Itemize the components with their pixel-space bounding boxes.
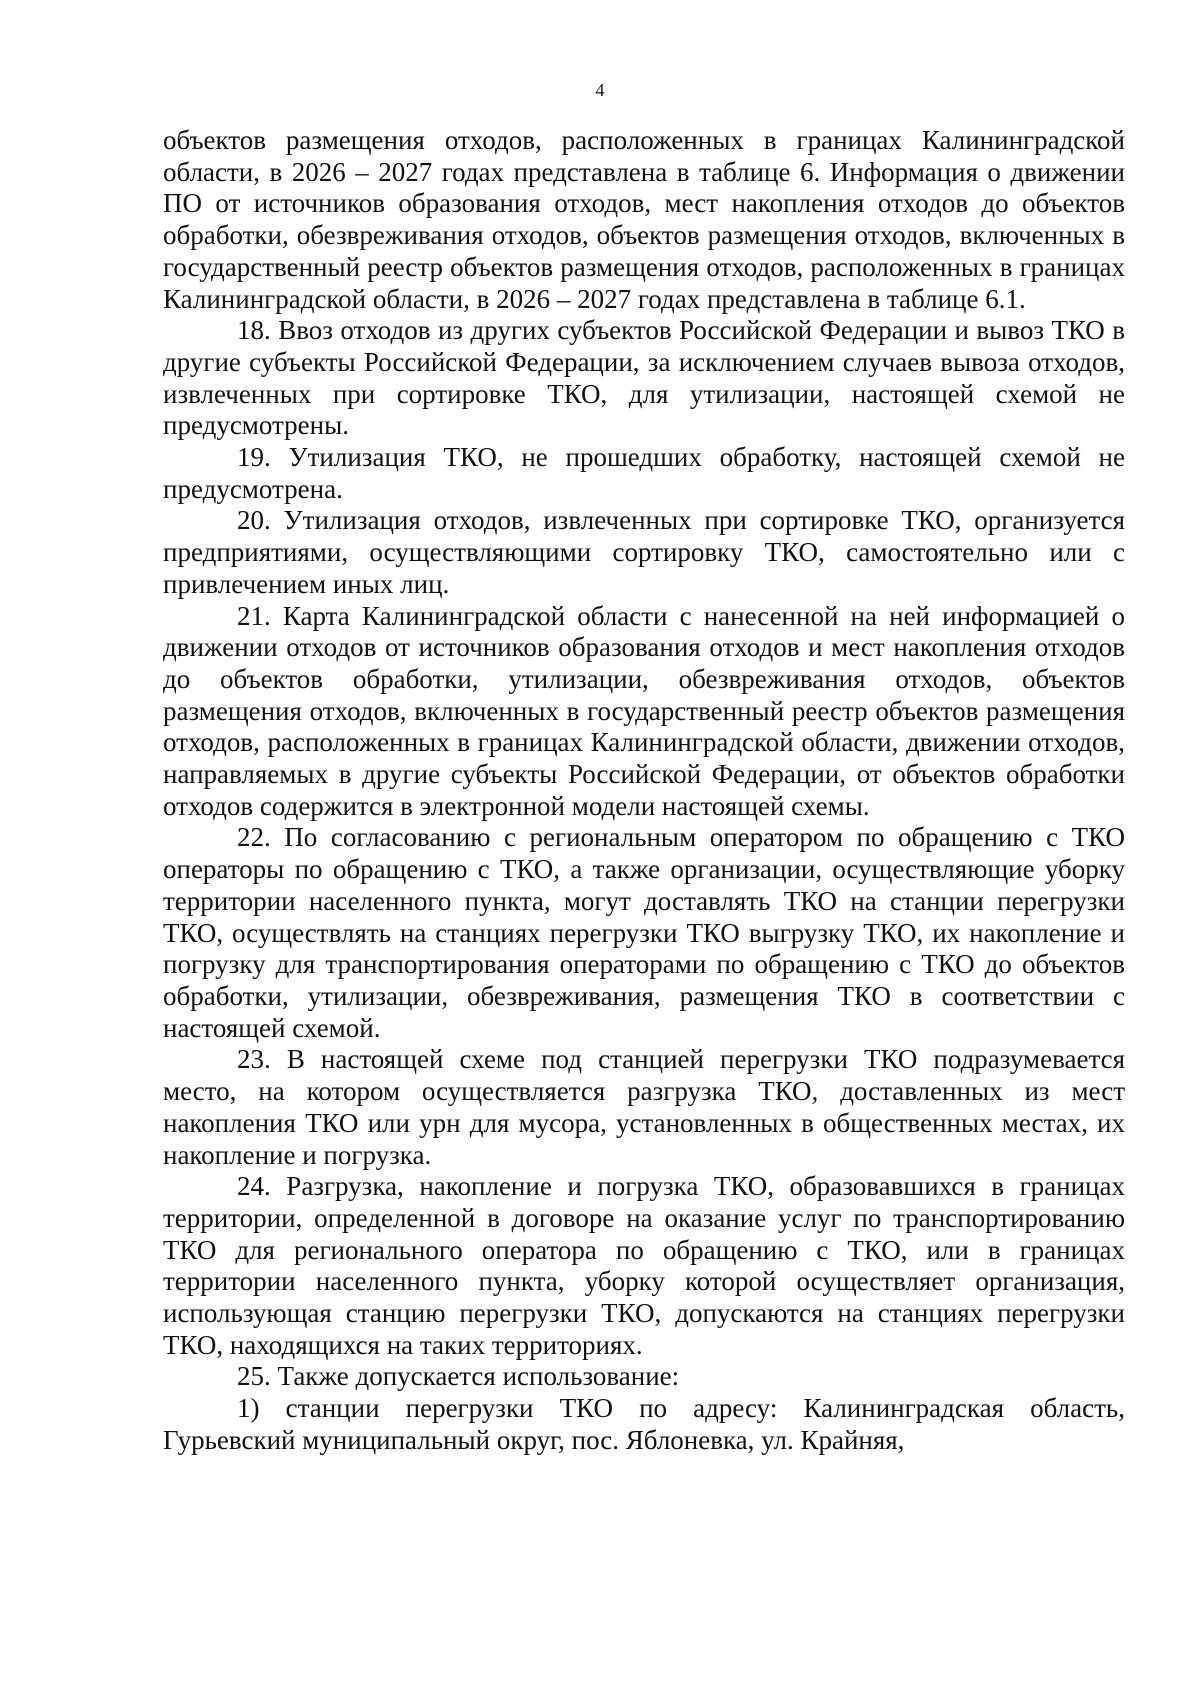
document-body [163,125,1125,1457]
paragraph-continuation: объектов размещения отходов, расположенных в границах Калининградской области, в 2026 – 2027 годах представлена в таблице 6. Информация о движении ПО от источников образования отходов, мест накопления отходов до объектов обработки, обезвреживания отходов, объектов размещения отходов, включенных в государственный реестр объектов размещения отходов, расположенных в границах Калининградской области, в 2026 – 2027 годах представлена в таблице 6.1. [163,125,1125,314]
paragraph-23: 23. В настоящей схеме под станцией перегрузки ТКО подразумевается место, на котором осуществляется разгрузка ТКО, доставленных из мест накопления ТКО или урн для мусора, установленных в общественных местах, их накопление и погрузка. [163,1044,1125,1170]
paragraph-19: 19. Утилизация ТКО, не прошедших обработку, настоящей схемой не предусмотрена. [163,442,1125,504]
paragraph-18: 18. Ввоз отходов из других субъектов Российской Федерации и вывоз ТКО в другие субъекты Российской Федерации, за исключением случаев вывоза отходов, извлеченных при сортировке ТКО, для утилизации, настоящей схемой не предусмотрены. [163,315,1125,441]
paragraph-22: 22. По согласованию с региональным оператором по обращению с ТКО операторы по обращению с ТКО, а также организации, осуществляющие уборку территории населенного пункта, могут доставлять ТКО на станции перегрузки ТКО, осуществлять на станциях перегрузки ТКО выгрузку ТКО, их накопление и погрузку для транспортирования операторами по обращению с ТКО до объектов обработки, утилизации, обезвреживания, размещения ТКО в соответствии с настоящей схемой. [163,822,1125,1043]
paragraph-25-item-1: 1) станции перегрузки ТКО по адресу: Калининградская область, Гурьевский муниципальный округ, пос. Яблоневка, ул. Крайняя, [163,1393,1125,1455]
paragraph-21: 21. Карта Калининградской области с нанесенной на ней информацией о движении отходов от источников образования отходов и мест накопления отходов до объектов обработки, утилизации, обезвреживания отходов, объектов размещения отходов, включенных в государственный реестр объектов размещения отходов, расположенных в границах Калининградской области, движении отходов, направляемых в другие субъекты Российской Федерации, от объектов обработки отходов содержится в электронной модели настоящей схемы. [163,600,1125,821]
page-number: 4 [595,80,605,100]
paragraph-20: 20. Утилизация отходов, извлеченных при сортировке ТКО, организуется предприятиями, осуществляющими сортировку ТКО, самостоятельно или с привлечением иных лиц. [163,505,1125,599]
paragraph-24: 24. Разгрузка, накопление и погрузка ТКО, образовавшихся в границах территории, определенной в договоре на оказание услуг по транспортированию ТКО для регионального оператора по обращению с ТКО, или в границах территории населенного пункта, уборку которой осуществляет организация, использующая станцию перегрузки ТКО, допускаются на станциях перегрузки ТКО, находящихся на таких территориях. [163,1171,1125,1360]
paragraph-25: 25. Также допускается использование: [237,1361,680,1392]
